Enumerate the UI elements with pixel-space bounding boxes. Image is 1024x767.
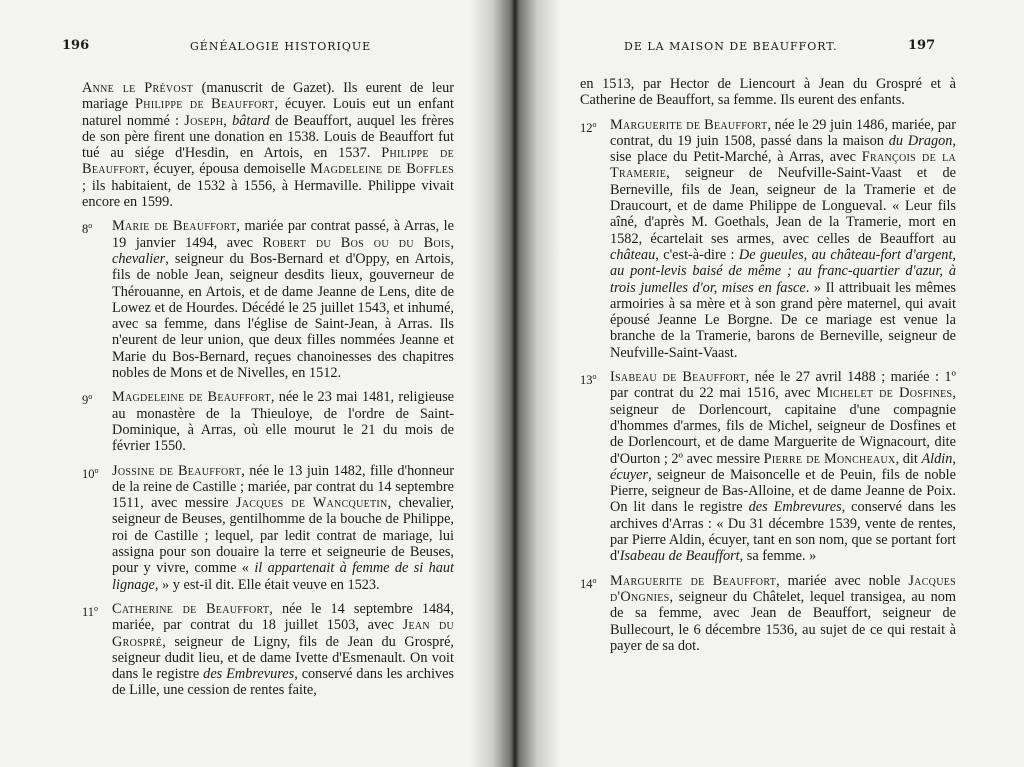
ordinal-suffix: o	[88, 221, 93, 231]
text-run: , conservé dans les archives de Lille, une cession de rentes faite,	[112, 666, 454, 699]
name-smallcaps: Philippe de Beauffort	[82, 145, 454, 178]
name-smallcaps: Marguerite de Beauffort	[610, 572, 777, 589]
entry-number-value: 8	[82, 222, 89, 237]
right-page-text	[580, 76, 956, 654]
text-run: ,	[450, 234, 455, 251]
italic-text: chevalier	[112, 250, 166, 267]
text-run: , seigneur de Ligny, fils de Jean du Grospré, seigneur dudit lieu, et de dame Ivette d'Esmenault. On voit dans le registre	[112, 633, 454, 683]
text-run: (manuscrit de Gazet). Ils eurent de leur mariage	[82, 80, 454, 113]
name-smallcaps: Jean du Grospré	[112, 617, 455, 650]
text-run: , sise place du Petit-Marché, à Arras, avec	[610, 132, 956, 166]
genealogy-entry	[580, 117, 956, 361]
genealogy-entry	[580, 369, 956, 565]
text-run: , seigneur du Bos-Bernard et d'Oppy, en Artois, fils de noble Jean, seigneur desdits lieux, gouverneur de Thérouanne, en Artois, et de dame Jeanne de Lens, dite de Lowez et de Hourdes. Décédé le 25 juillet 1543, et inhumé, avec sa femme, dans l'église de Saint-Jean, à Arras. Ils n'eurent de leur union, que deux filles nommées Jeanne et Marie du Bos-Bernard, reçues chanoinesses des chapitres nobles de Mons et de Nivelles, en 1512.	[112, 250, 454, 382]
name-smallcaps: Marie de Beauffort	[112, 218, 237, 235]
text-run: , sa femme. »	[739, 548, 817, 565]
name-smallcaps: Jossine de Beauffort	[112, 462, 242, 479]
entry-number-value: 11	[82, 605, 95, 620]
entry-number-value: 10	[82, 466, 95, 481]
continuation-paragraph	[82, 80, 454, 210]
name-smallcaps: Pierre de Moncheaux	[763, 450, 896, 467]
name-smallcaps: Jacques d'Ongnies	[610, 572, 956, 605]
text-run: , dit	[895, 450, 922, 467]
left-page	[0, 0, 500, 767]
entry-number	[82, 218, 92, 237]
name-smallcaps: Robert du Bos ou du Bois	[262, 234, 451, 251]
name-smallcaps: Jacques de Wancquetin	[235, 495, 388, 512]
entries-list	[82, 218, 454, 698]
text-run: , conservé dans les archives d'Arras : « Du 31 décembre 1539, vente de rentes, par Pierre Aldin, écuyer, tant en son nom, que se portant fort d'	[610, 499, 956, 565]
text-run: ,	[223, 112, 233, 129]
text-run: , mariée par contrat passé, à Arras, le 19 janvier 1494, avec	[112, 218, 454, 251]
text-run: ; ils habitaient, de 1532 à 1556, à Hermaville. Philippe vivait encore en 1599.	[82, 177, 454, 211]
name-smallcaps: Anne le Prévost	[82, 80, 194, 96]
name-smallcaps: Marguerite de Beauffort	[610, 116, 768, 133]
text-run: en 1513, par Hector de Liencourt à Jean du Grospré et à Catherine de Beauffort, sa femme. Ils eurent des enfants.	[580, 76, 956, 109]
entry-number-value: 13	[580, 373, 593, 388]
text-run: , née le 29 juin 1486, mariée, par contrat, du 19 juin 1508, passé dans la maison	[610, 116, 956, 149]
ordinal-suffix: o	[592, 119, 597, 129]
text-run: , écuyer. Louis eut un enfant naturel nommé :	[82, 96, 454, 129]
text-run: , c'est-à-dire :	[655, 246, 739, 263]
name-smallcaps: Catherine de Beauffort	[112, 600, 270, 617]
text-run: , écuyer, épousa demoiselle	[145, 161, 311, 178]
ordinal-suffix: o	[592, 372, 597, 382]
text-run: , » y est-il dit. Elle était veuve en 1523.	[154, 576, 380, 593]
entries-list	[580, 117, 956, 655]
ordinal-suffix: o	[88, 392, 93, 402]
entry-number	[580, 369, 597, 388]
ordinal-suffix: o	[94, 603, 99, 613]
left-running-head: GÉNÉALOGIE HISTORIQUE	[190, 40, 372, 53]
italic-text: il appartenait à femme de si haut lignage	[112, 560, 455, 593]
entry-number	[82, 601, 98, 620]
text-run: , chevalier, seigneur de Beuses, gentilhomme de la bouche de Philippe, roi de Castille ; lequel, par ledit contrat de mariage, lui assigna pour son douaire la terre et seigneurie de Beuses, pour y vivre, comme «	[112, 495, 454, 577]
text-run: , née le 23 mai 1481, religieuse au monastère de la Thieuloye, de l'ordre de Saint-Dominique, à Arras, où elle mourut le 21 du mois de février 1550.	[112, 389, 455, 455]
genealogy-entry	[82, 601, 454, 699]
right-page-number: 197	[908, 38, 936, 53]
entry-number-value: 9	[82, 393, 89, 408]
ordinal-suffix: o	[592, 575, 597, 585]
entry-number	[580, 573, 597, 592]
italic-text: des Embrevures	[748, 499, 842, 516]
continuation-paragraph	[580, 76, 956, 109]
genealogy-entry	[82, 389, 454, 454]
text-run: , mariée avec noble	[776, 572, 909, 589]
name-smallcaps: Magdeleine de Boffles	[310, 161, 454, 178]
genealogy-entry	[82, 218, 454, 381]
italic-text: château	[610, 246, 656, 263]
name-smallcaps: Joseph	[184, 112, 224, 129]
left-page-text	[82, 80, 454, 699]
entry-number	[580, 117, 597, 136]
text-run: , seigneur de Neufville-Saint-Vaast et de Berneville, fils de Jean, seigneur de la Tramerie et de Draucourt, et de dame Philippe de Longueval. « Leur fils aîné, d'après M. Goethals, Jean de la Tramerie, mort en 1582, écartelait ses armes, avec celles de Beauffort au	[610, 165, 956, 247]
text-run: , seigneur de Dorlencourt, capitaine d'une compagnie d'hommes d'armes, fils de Michel, seigneur de Dosfines et de Dorlencourt, et de dame Marguerite de Wignacourt, dite d'Ourton ; 2º avec messire	[610, 385, 956, 467]
text-run: , née le 27 avril 1488 ; mariée : 1º par contrat du 22 mai 1516, avec	[610, 369, 956, 402]
text-run: . » Il attribuait les mêmes armoiries à sa mère et à son grand père maternel, qui avait épousé Jeanne Le Borgne. De ce mariage est venue la branche de la Tramerie, barons de Berneville, seigneur de Neufville-Saint-Vaast.	[610, 279, 956, 361]
left-page-number: 196	[62, 38, 90, 53]
entry-number	[82, 389, 92, 408]
name-smallcaps: Isabeau de Beauffort	[610, 369, 746, 386]
text-run: , seigneur de Maisoncelle et de Peuin, fils de noble Pierre, seigneur de Bas-Alloine, et de dame Jeanne de Poix. On lit dans le registre	[610, 466, 956, 516]
italic-text: du Dragon	[888, 132, 953, 149]
right-page	[540, 0, 1024, 767]
ordinal-suffix: o	[94, 465, 99, 475]
italic-text: bâtard	[232, 112, 270, 129]
entry-number-value: 12	[580, 120, 593, 135]
name-smallcaps: Magdeleine de Beauffort	[112, 389, 271, 406]
text-run: de Beauffort, auquel les frères de son père firent une donation en 1538. Louis de Beauffort fut tué au siége d'Hesdin, en Artois, en 1537.	[82, 112, 454, 162]
text-run: , seigneur du Châtelet, lequel transigea, au nom de sa femme, avec Jean de Beauffort, seigneur de Bullecourt, le 6 décembre 1536, au sujet de ce qui restait à payer de sa dot.	[610, 588, 956, 654]
name-smallcaps: Philippe de Beauffort	[135, 96, 275, 113]
name-smallcaps: Michelet de Dosfines	[816, 385, 953, 402]
genealogy-entry	[580, 573, 956, 654]
name-smallcaps: François de la Tramerie	[610, 149, 957, 182]
text-run: , née le 14 septembre 1484, mariée, par contrat du 18 juillet 1503, avec	[112, 600, 455, 634]
entry-number-value: 14	[580, 576, 593, 591]
italic-text: Isabeau de Beauffort	[619, 548, 740, 565]
italic-text: Aldin	[921, 450, 953, 467]
italic-text: écuyer	[610, 466, 649, 483]
italic-text: De gueules, au château-fort d'argent, au pont-levis baisé de même ; au franc-quartier d'azur, à trois jumelles d'or, mises en fasce	[610, 246, 956, 296]
text-run: ,	[952, 450, 956, 467]
italic-text: des Embrevures	[203, 666, 295, 683]
entry-number	[82, 463, 99, 482]
right-running-head: DE LA MAISON DE BEAUFFORT.	[624, 40, 838, 53]
text-run: , née le 13 juin 1482, fille d'honneur de la reine de Castille ; mariée, par contrat du 14 septembre 1511, avec messire	[112, 462, 454, 512]
genealogy-entry	[82, 463, 454, 593]
